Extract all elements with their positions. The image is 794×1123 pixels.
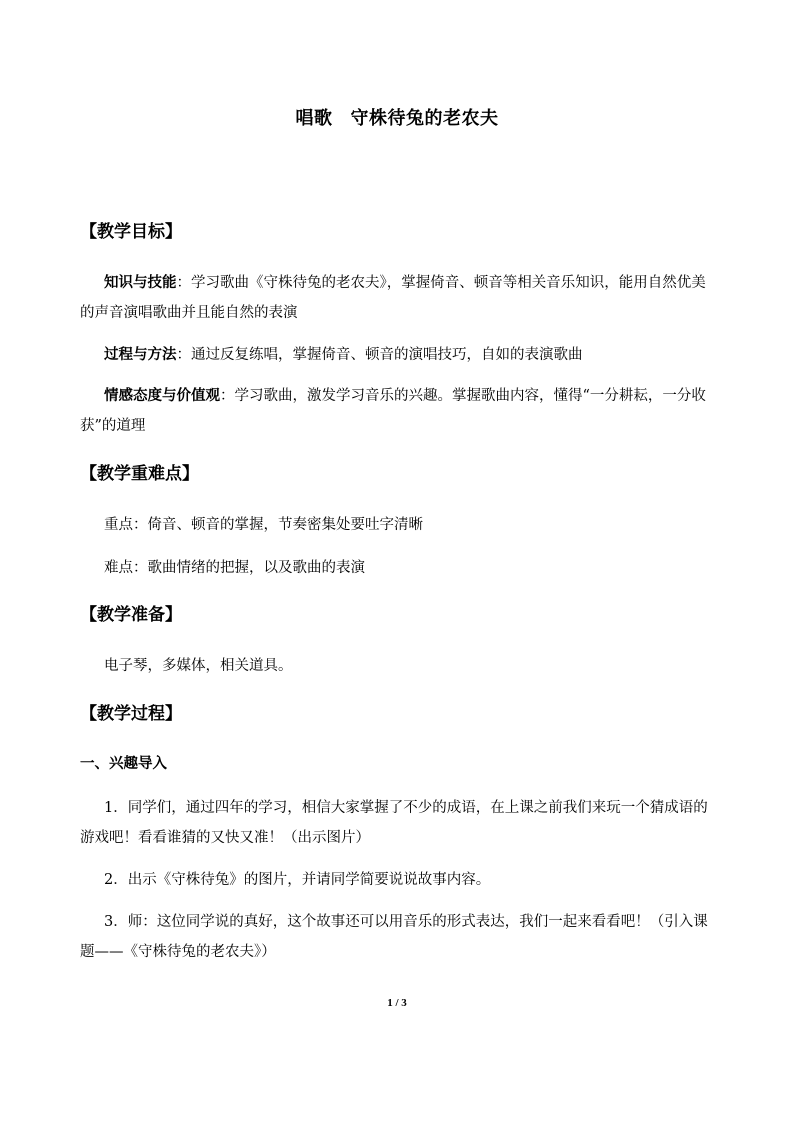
document-title	[0, 104, 794, 130]
title-part-2: 守株待兔的老农夫	[350, 108, 499, 129]
step-2: 2．出示《守株待兔》的图片，并请同学简要说说故事内容。	[104, 872, 491, 888]
keypoints-heading: 【教学重难点】	[80, 464, 199, 484]
process-label: 过程与方法	[104, 347, 177, 363]
process-paragraph	[80, 340, 720, 370]
prep-heading: 【教学准备】	[80, 605, 182, 625]
part1-heading: 一、兴趣导入	[80, 756, 167, 772]
knowledge-text: ：学习歌曲《守株待兔的老农夫》，掌握倚音、顿音等相关音乐知识，能用自然优美的声音演唱歌曲并且能自然的表演	[80, 275, 706, 321]
emotion-text: ：学习歌曲，激发学习音乐的兴趣。掌握歌曲内容，懂得“一分耕耘，一分收获”的道理	[80, 388, 706, 434]
step-3: 3．师：这位同学说的真好，这个故事还可以用音乐的形式表达，我们一起来看看吧！（引入课题——《守株待兔的老农夫》）	[80, 914, 708, 960]
process-text: ：通过反复练唱，掌握倚音、顿音的演唱技巧，自如的表演歌曲	[176, 347, 583, 363]
emotion-label: 情感态度与价值观	[104, 388, 220, 404]
difficult-point: 难点：歌曲情绪的把握，以及歌曲的表演	[104, 560, 365, 576]
objectives-heading: 【教学目标】	[80, 222, 182, 242]
prep-text: 电子琴，多媒体，相关道具。	[104, 658, 293, 674]
title-part-1: 唱歌	[295, 108, 333, 129]
knowledge-label: 知识与技能	[104, 275, 177, 291]
knowledge-paragraph	[80, 268, 720, 328]
step-1: 1．同学们，通过四年的学习，相信大家掌握了不少的成语，在上课之前我们来玩一个猜成语的游戏吧！看看谁猜的又快又准！（出示图片）	[80, 800, 708, 846]
page-number: 1 / 3	[387, 997, 407, 1009]
key-point: 重点：倚音、顿音的掌握，节奏密集处要吐字清晰	[104, 517, 423, 533]
emotion-paragraph	[80, 381, 720, 441]
process-heading: 【教学过程】	[80, 704, 182, 724]
